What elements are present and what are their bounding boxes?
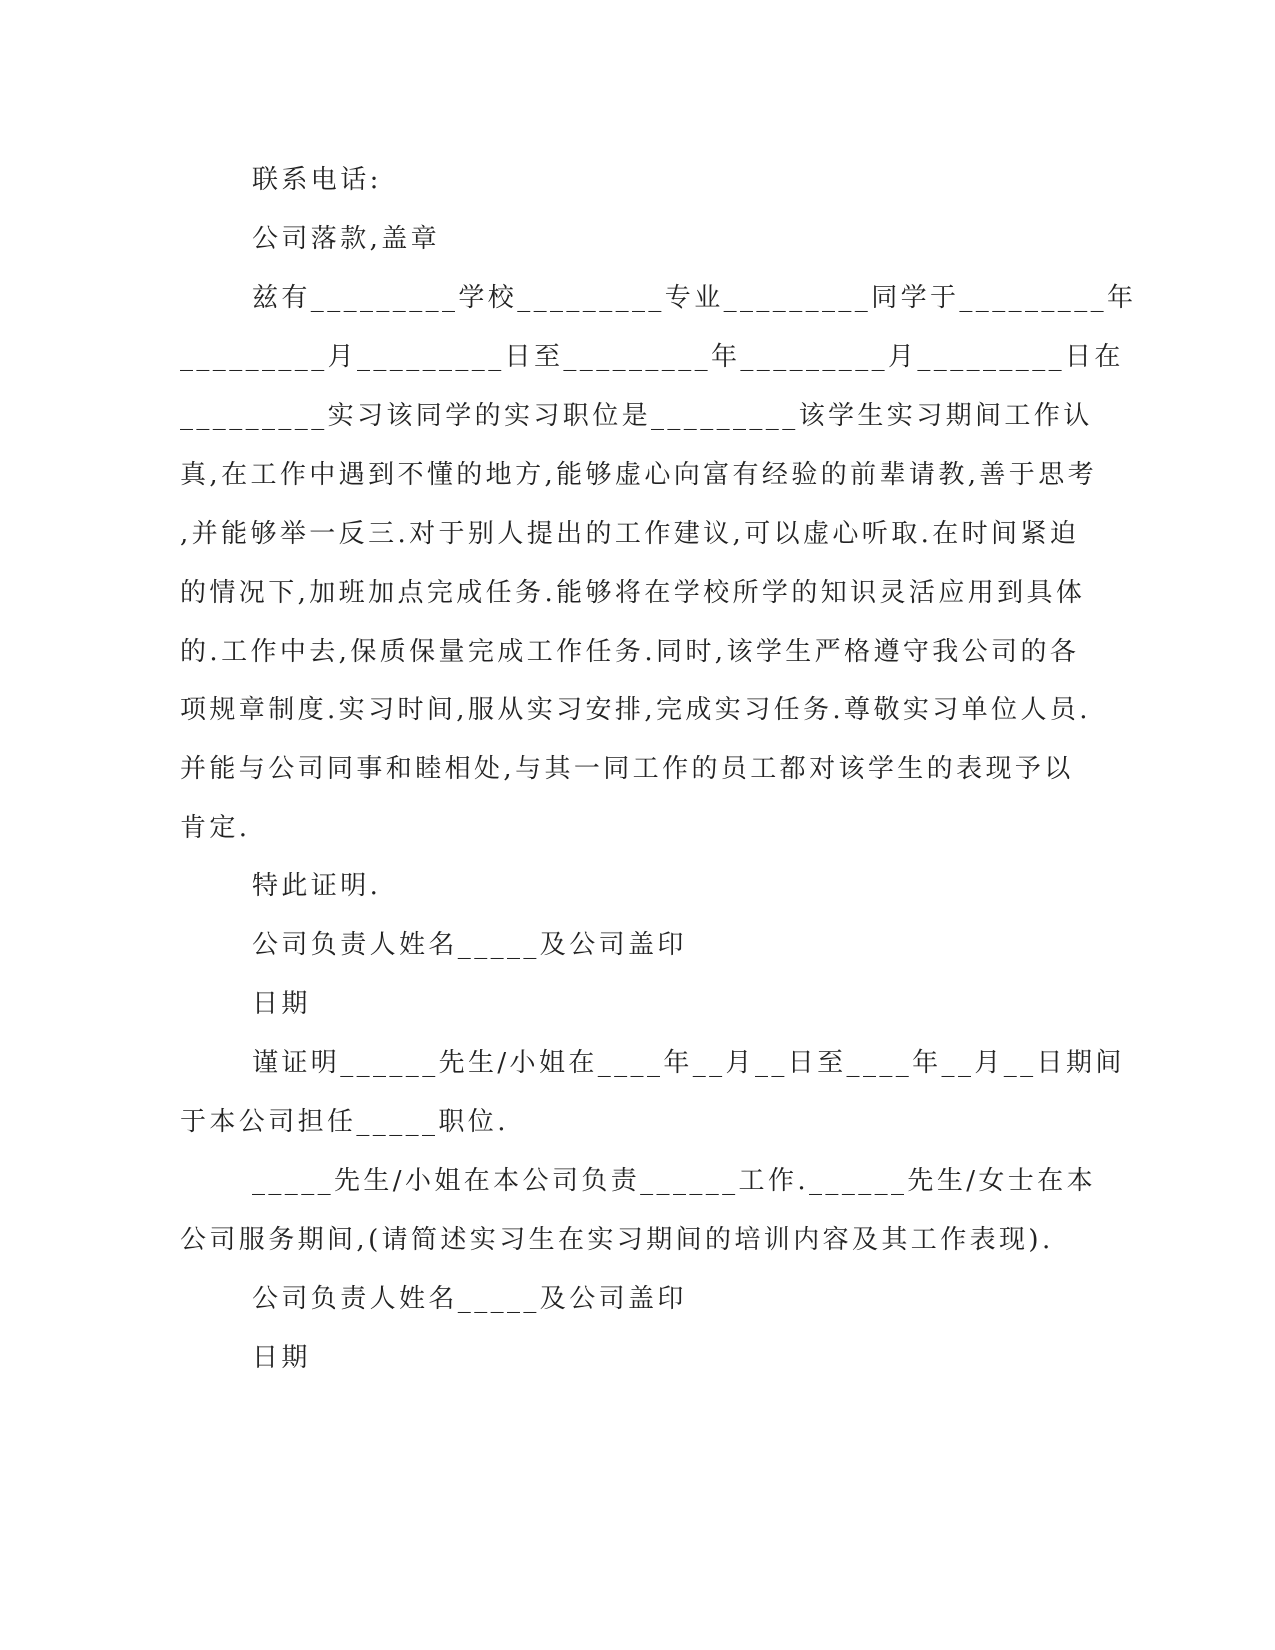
certificate-body-line: _________实习该同学的实习职位是_________该学生实习期间工作认 (180, 401, 1093, 431)
second-certificate-line: 谨证明______先生/小姐在____年__月__日至____年__月__日期间 (252, 1048, 1125, 1078)
certificate-body-line: 的.工作中去,保质保量完成工作任务.同时,该学生严格遵守我公司的各 (180, 637, 1080, 667)
certificate-body-line: 真,在工作中遇到不懂的地方,能够虚心向富有经验的前辈请教,善于思考 (180, 460, 1097, 490)
certificate-body-line: ,并能够举一反三.对于别人提出的工作建议,可以虚心听取.在时间紧迫 (180, 519, 1080, 549)
second-certificate-line: 于本公司担任_____职位. (180, 1107, 509, 1137)
signatory-line: 公司负责人姓名_____及公司盖印 (252, 930, 687, 960)
hereby-certify-line: 特此证明. (252, 871, 382, 901)
second-certificate-line: _____先生/小姐在本公司负责______工作.______先生/女士在本 (252, 1166, 1096, 1196)
certificate-body-line: 并能与公司同事和睦相处,与其一同工作的员工都对该学生的表现予以 (180, 754, 1074, 784)
second-certificate-line: 公司服务期间,(请简述实习生在实习期间的培训内容及其工作表现). (180, 1225, 1054, 1255)
certificate-body-line: _________月_________日至_________年_________月_________日在 (180, 342, 1124, 372)
certificate-body-line: 项规章制度.实习时间,服从实习安排,完成实习任务.尊敬实习单位人员. (180, 695, 1091, 725)
date-line: 日期 (252, 989, 311, 1019)
certificate-body-line: 兹有_________学校_________专业_________同学于_________年 (252, 283, 1137, 313)
date-line: 日期 (252, 1343, 311, 1373)
certificate-body-line: 的情况下,加班加点完成任务.能够将在学校所学的知识灵活应用到具体 (180, 578, 1086, 608)
company-seal-line: 公司落款,盖章 (252, 224, 441, 254)
contact-phone-line: 联系电话: (252, 165, 382, 195)
signatory-line: 公司负责人姓名_____及公司盖印 (252, 1284, 687, 1314)
certificate-body-line: 肯定. (180, 813, 251, 843)
